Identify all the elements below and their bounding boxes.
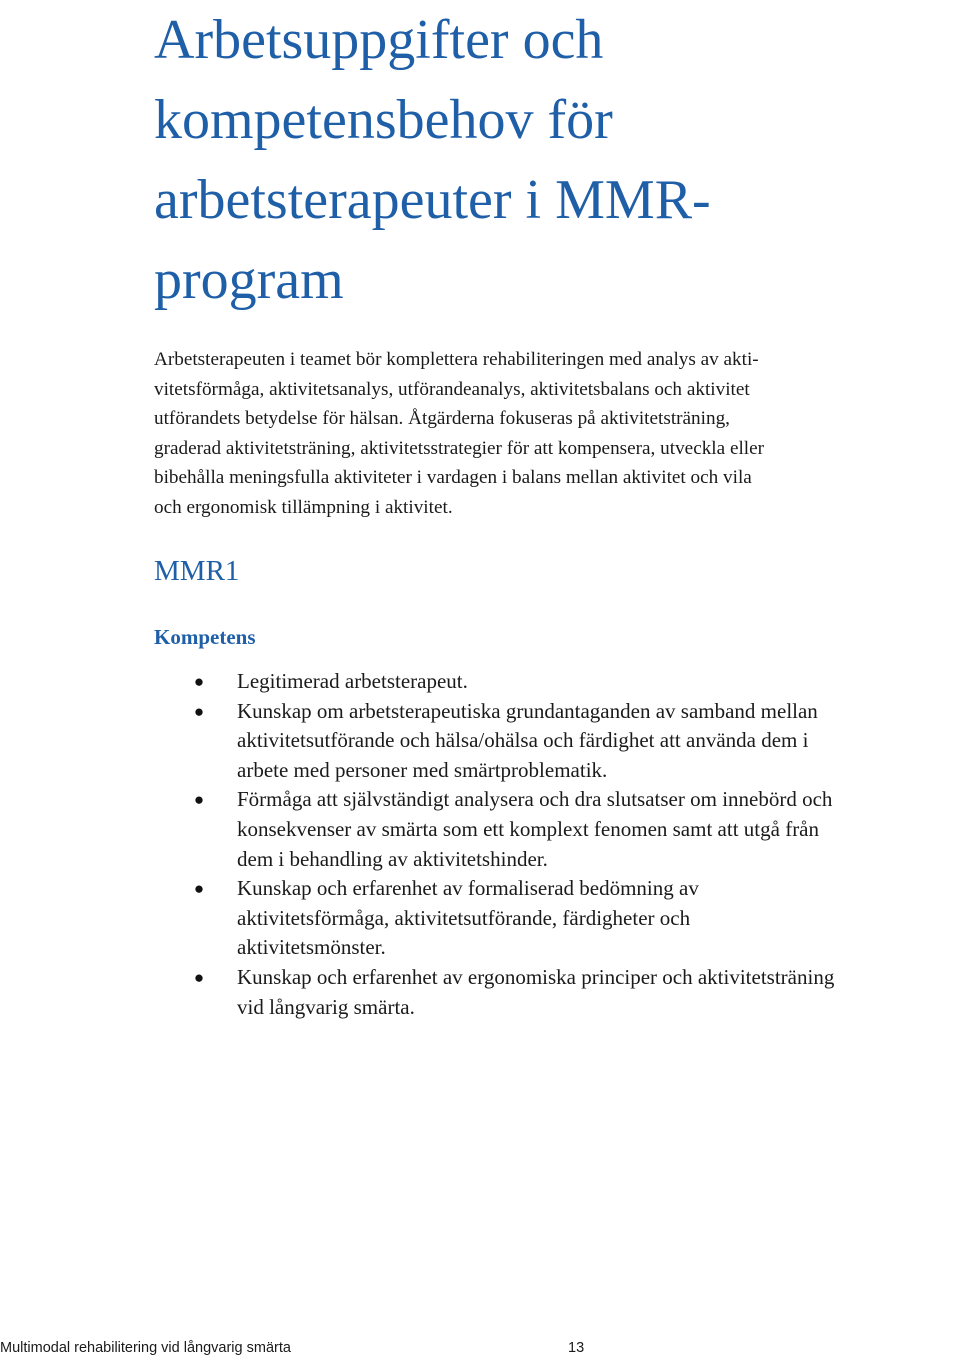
page-footer — [0, 1339, 960, 1358]
bullet-icon: ● — [193, 879, 205, 899]
competence-list — [0, 667, 960, 1022]
bullet-icon: ● — [193, 967, 205, 987]
list-item — [0, 667, 960, 697]
list-item-line: konsekvenser av smärta som ett komplext fenomen samt att utgå från — [237, 816, 820, 841]
list-item-text — [237, 874, 960, 963]
list-item-line: aktivitetsförmåga, aktivitetsutförande, färdigheter och — [237, 905, 691, 930]
title-line: Arbetsuppgifter och — [154, 9, 604, 71]
title-line: kompetensbehov för — [154, 89, 613, 151]
list-item-line: Kunskap och erfarenhet av formaliserad bedömning av — [237, 876, 699, 901]
list-item — [0, 697, 960, 786]
list-item-text — [237, 667, 960, 697]
intro-paragraph — [154, 345, 959, 523]
list-item-line: Förmåga att självständigt analysera och dra slutsatser om innebörd och — [237, 787, 833, 812]
list-item-text — [237, 785, 960, 874]
title-line: arbetsterapeuter i MMR- — [154, 169, 711, 231]
page-number: 13 — [568, 1340, 585, 1356]
list-item — [0, 785, 960, 874]
bullet-icon: ● — [193, 701, 205, 721]
list-item-line: dem i behandling av aktivitetshinder. — [237, 846, 548, 871]
intro-line: vitetsförmåga, aktivitetsanalys, utförandeanalys, aktivitetsbalans och aktivitet — [154, 378, 750, 400]
intro-line: graderad aktivitetsträning, aktivitetsstrategier för att kompensera, utveckla eller — [154, 437, 765, 459]
title-line: program — [154, 249, 344, 311]
list-item-text — [237, 963, 960, 1022]
list-item-line: Kunskap om arbetsterapeutiska grundantaganden av samband mellan — [237, 698, 818, 723]
intro-line: bibehålla meningsfulla aktiviteter i vardagen i balans mellan aktivitet och vila — [154, 467, 752, 489]
footer-title: Multimodal rehabilitering vid långvarig smärta — [0, 1340, 291, 1356]
list-item-line: aktivitetsutförande och hälsa/ohälsa och färdighet att använda dem i — [237, 728, 809, 753]
list-item-line: aktivitetsmönster. — [237, 935, 386, 960]
intro-line: Arbetsterapeuten i teamet bör komplettera rehabiliteringen med analys av akti- — [154, 349, 759, 370]
intro-line: utförandets betydelse för hälsan. Åtgärderna fokuseras på aktivitetsträning, — [154, 408, 730, 430]
list-item — [0, 963, 960, 1022]
list-item-line: Legitimerad arbetsterapeut. — [237, 669, 468, 693]
list-item-line: Kunskap och erfarenhet av ergonomiska principer och aktivitetsträning — [237, 964, 835, 989]
list-item-line: arbete med personer med smärtproblematik. — [237, 757, 608, 782]
intro-line: och ergonomisk tillämpning i aktivitet. — [154, 496, 453, 518]
list-item-line: vid långvarig smärta. — [237, 994, 415, 1019]
list-item-text — [237, 697, 960, 786]
section-heading: MMR1 — [154, 555, 240, 587]
bullet-icon: ● — [193, 672, 205, 691]
list-item — [0, 874, 960, 963]
subheading: Kompetens — [154, 625, 256, 649]
page-title — [154, 0, 954, 320]
bullet-icon: ● — [193, 790, 205, 810]
